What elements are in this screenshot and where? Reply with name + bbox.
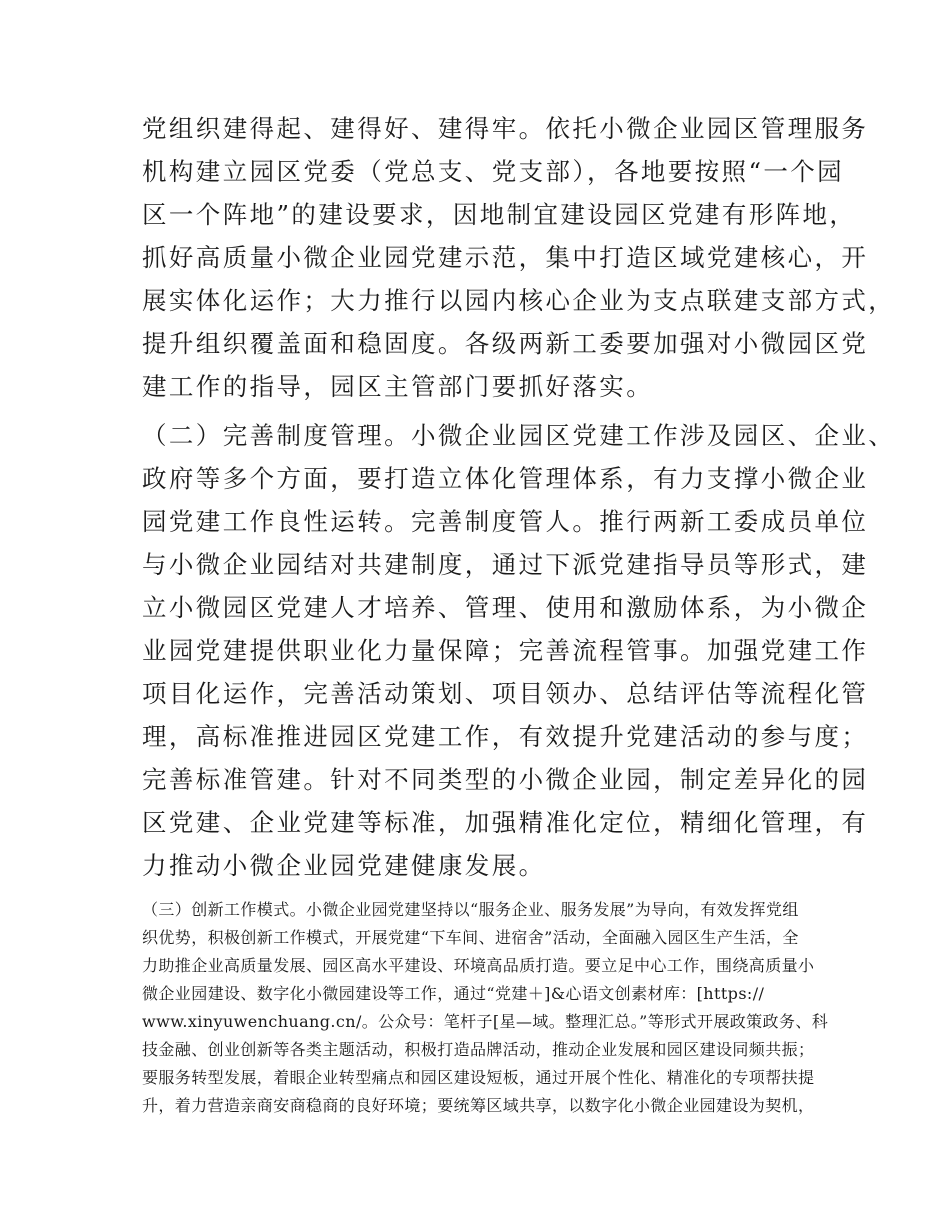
text-line: 提升组织覆盖面和稳固度。各级两新工委要加强对小微园区党 bbox=[142, 329, 869, 358]
text-line: 党组织建得起、建得好、建得牢。依托小微企业园区管理服务 bbox=[142, 114, 869, 143]
text-line: 与小微企业园结对共建制度，通过下派党建指导员等形式，建 bbox=[142, 550, 869, 579]
text-line: 升，着力营造亲商安商稳商的良好环境；要统筹区域共享，以数字化小微企业园建设为契机， bbox=[142, 1096, 815, 1115]
text-line: 要服务转型发展，着眼企业转型痛点和园区建设短板，通过开展个性化、精准化的专项帮扶提 bbox=[142, 1068, 815, 1087]
text-line: www.xinyuwenchuang.cn/。公众号：笔杆子[星—域。整理汇总。”等形式开展政策政务、科 bbox=[142, 1012, 829, 1031]
text-line: 业园党建提供职业化力量保障；完善流程管事。加强党建工作 bbox=[142, 636, 869, 665]
text-line: 力助推企业高质量发展、园区高水平建设、环境高品质打造。要立足中心工作，围绕高质量小 bbox=[142, 956, 815, 975]
text-line: 力推动小微企业园党建健康发展。 bbox=[142, 851, 546, 880]
text-line: 理，高标准推进园区党建工作，有效提升党建活动的参与度； bbox=[142, 722, 869, 751]
text-line: 完善标准管建。针对不同类型的小微企业园，制定差异化的园 bbox=[142, 765, 869, 794]
text-line: 技金融、创业创新等各类主题活动，积极打造品牌活动，推动企业发展和园区建设同频共振； bbox=[142, 1040, 815, 1059]
text-line: 立小微园区党建人才培养、管理、使用和激励体系，为小微企 bbox=[142, 593, 869, 622]
text-line: 项目化运作，完善活动策划、项目领办、总结评估等流程化管 bbox=[142, 679, 869, 708]
text-line: （三）创新工作模式。小微企业园党建坚持以“服务企业、服务发展”为导向，有效发挥党组 bbox=[142, 900, 799, 919]
text-line: （二）完善制度管理。小微企业园区党建工作涉及园区、企业、 bbox=[142, 421, 896, 450]
text-line: 织优势，积极创新工作模式，开展党建“下车间、进宿舍”活动，全面融入园区生产生活，全 bbox=[142, 928, 799, 947]
text-line: 区一个阵地”的建设要求，因地制宜建设园区党建有形阵地， bbox=[142, 200, 857, 229]
text-line: 机构建立园区党委（党总支、党支部），各地要按照“一个园 bbox=[142, 157, 845, 186]
text-line: 园党建工作良性运转。完善制度管人。推行两新工委成员单位 bbox=[142, 507, 869, 536]
text-line: 展实体化运作；大力推行以园内核心企业为支点联建支部方式， bbox=[142, 286, 896, 315]
text-line: 政府等多个方面，要打造立体化管理体系，有力支撑小微企业 bbox=[142, 464, 869, 493]
text-line: 建工作的指导，园区主管部门要抓好落实。 bbox=[142, 372, 654, 401]
text-line: 抓好高质量小微企业园党建示范，集中打造区域党建核心，开 bbox=[142, 243, 869, 272]
text-line: 区党建、企业党建等标准，加强精准化定位，精细化管理，有 bbox=[142, 808, 869, 837]
text-line: 微企业园建设、数字化小微园建设等工作，通过“党建＋]&心语文创素材库：[https:// bbox=[142, 984, 765, 1003]
